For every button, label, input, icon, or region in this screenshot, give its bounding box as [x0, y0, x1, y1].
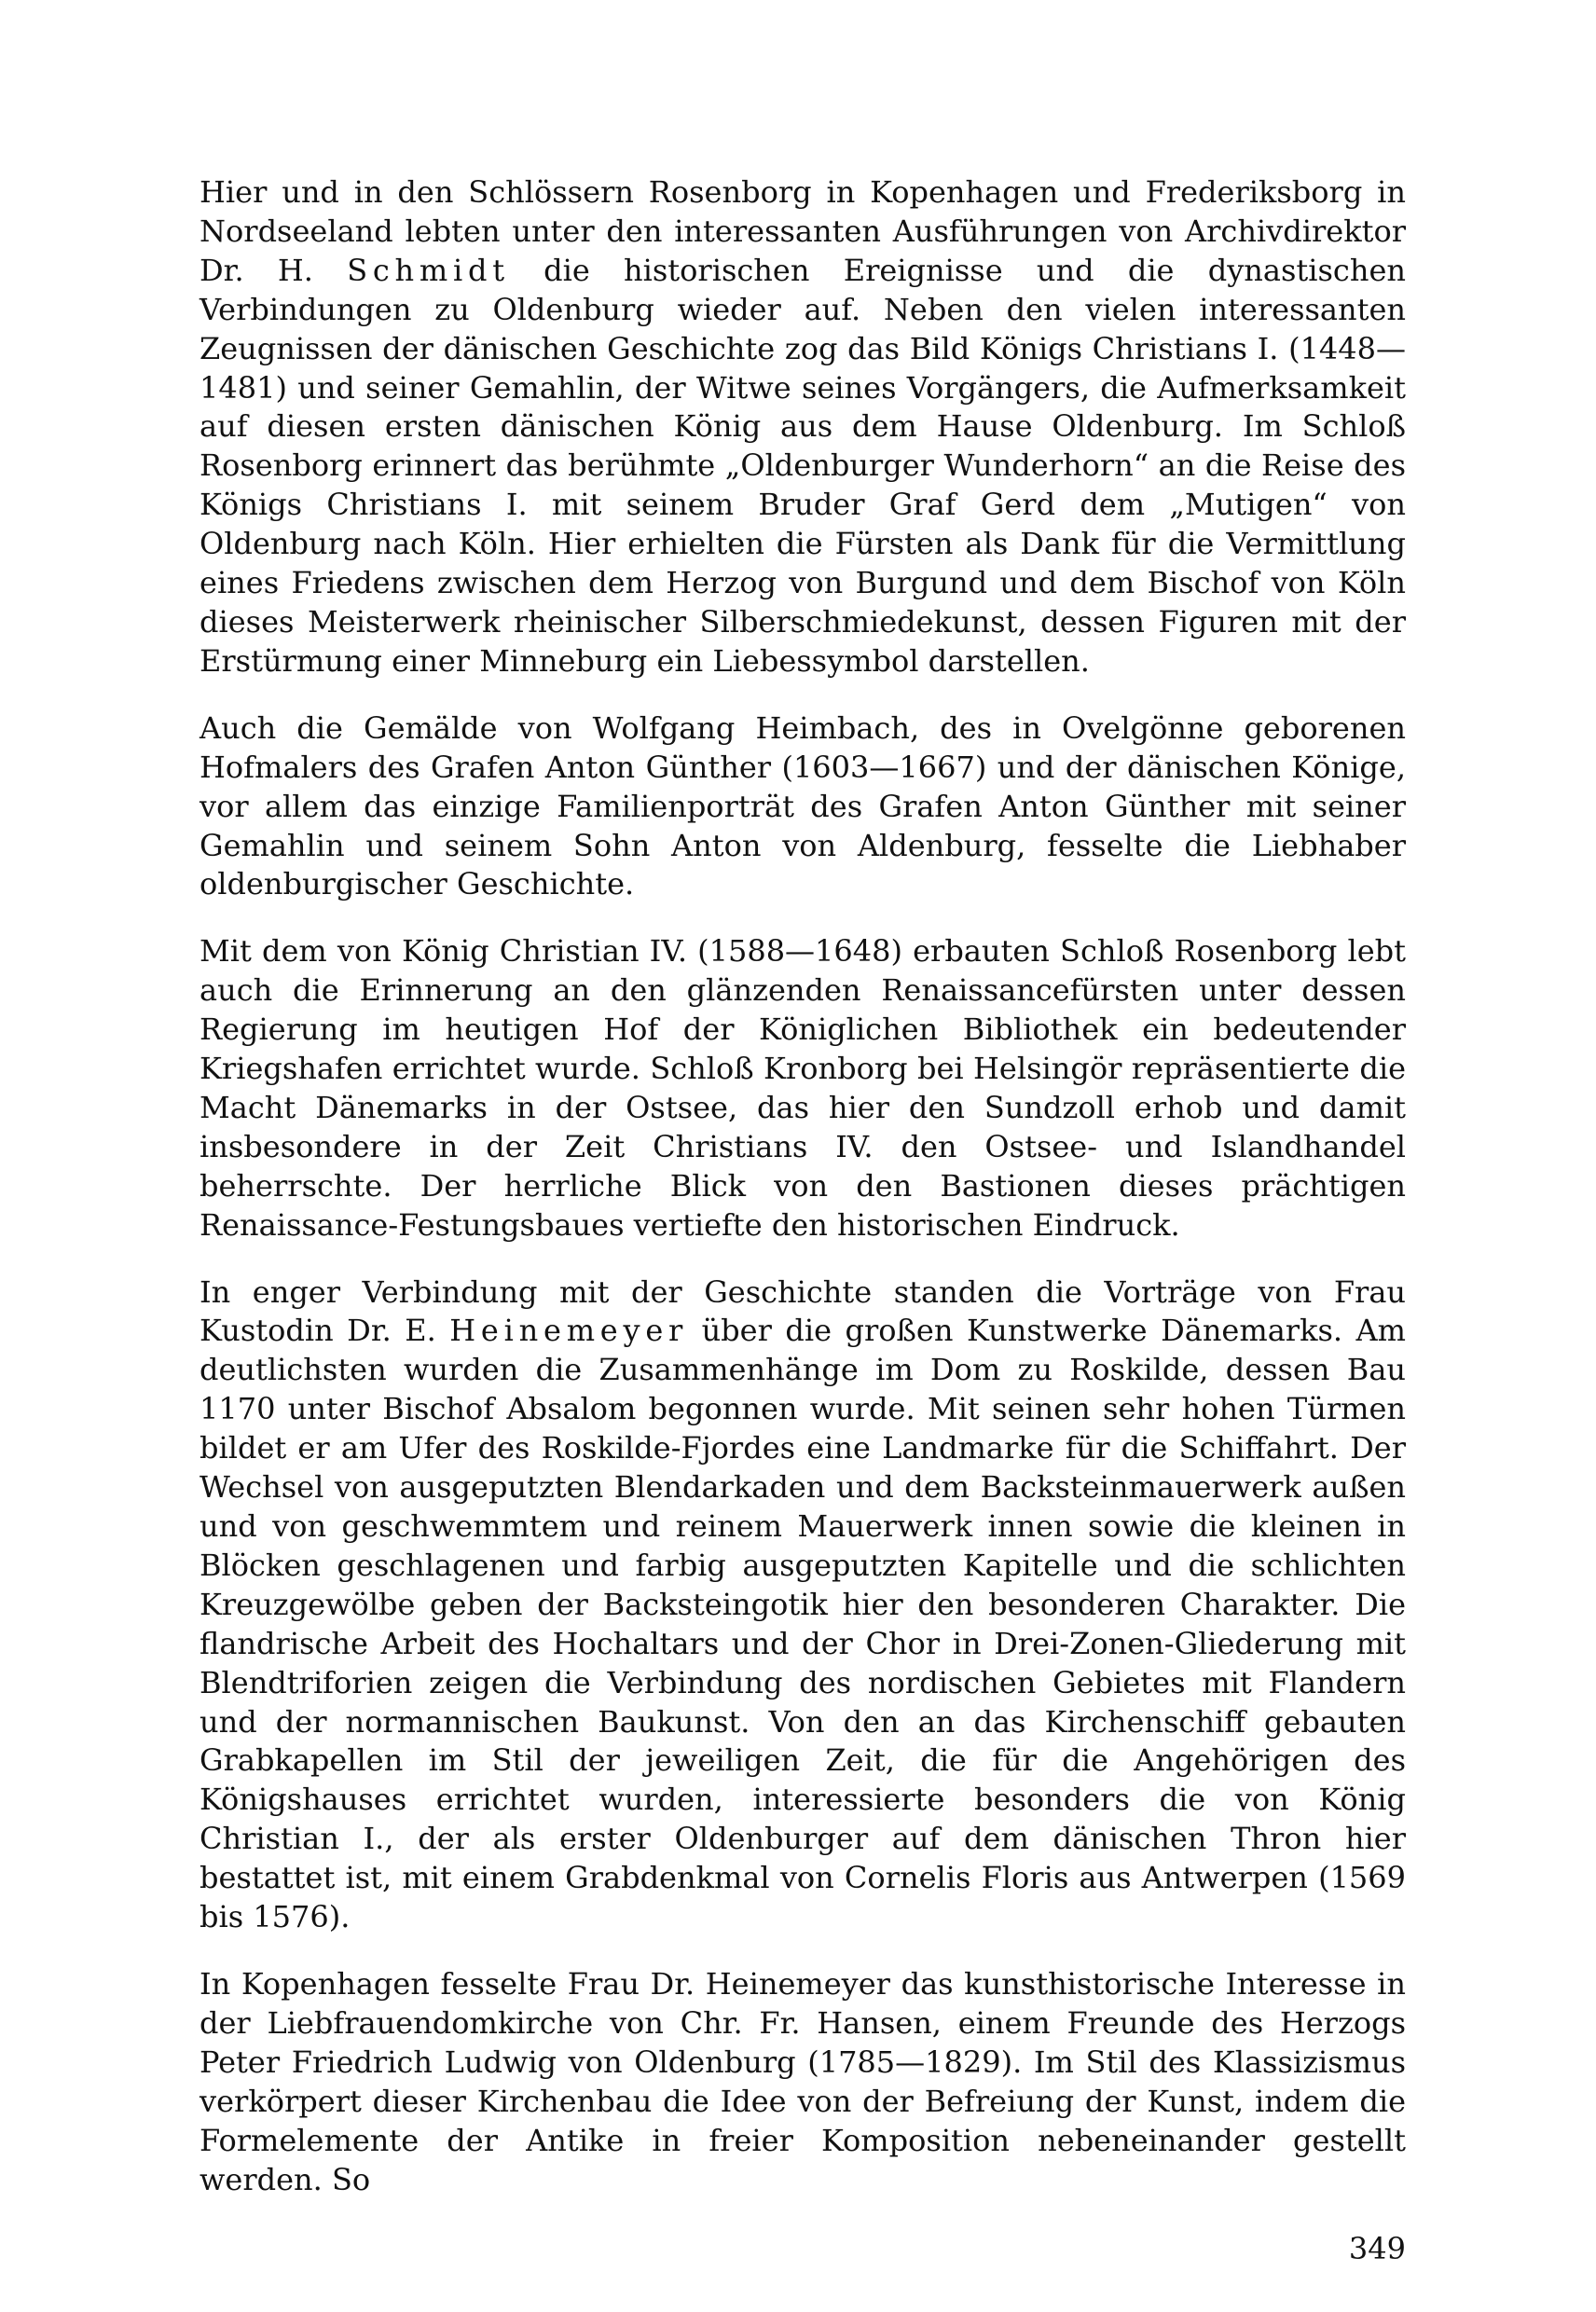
paragraph-2-text-a: Auch die Gemälde von Wolfgang Heimbach, des in Ovelgönne geborenen Hofmalers des Grafen Anton Günther (1603—1667) und der dänischen Könige, vor allem das einzige Familienporträt des Grafen Anton Günther mit seiner Gemahlin und seinem Sohn Anton von Aldenburg, fesselte die Liebhaber oldenburgischer Geschichte. [200, 709, 1406, 902]
paragraph-4-spaced-name: Heinemeyer [449, 1313, 689, 1349]
paragraph-3-text-a: Mit dem von König Christian IV. (1588—1648) erbauten Schloß Rosenborg lebt auch die Erinnerung an den glänzenden Renaissancefürsten unter dessen Regierung im heutigen Hof der Königlichen Bibliothek ein bedeutender Kriegshafen errichtet wurde. Schloß Kronborg bei Helsingör repräsentierte die Macht Dänemarks in der Ostsee, das hier den Sundzoll erhob und damit insbesondere in der Zeit Christians IV. den Ostsee- und Islandhandel beherrschte. Der herrliche Blick von den Bastionen dieses prächtigen Renaissance-Festungsbaues vertiefte den historischen Eindruck. [200, 933, 1406, 1243]
paragraph-1 [200, 173, 1406, 681]
page-body [200, 173, 1406, 2227]
paragraph-5-text-a: In Kopenhagen fesselte Frau Dr. Heinemeyer das kunsthistorische Interesse in der Liebfrauendomkirche von Chr. Fr. Hansen, einem Freunde des Herzogs Peter Friedrich Ludwig von Oldenburg (1785—1829). Im Stil des Klassizismus verkörpert dieser Kirchenbau die Idee von der Befreiung der Kunst, indem die Formelemente der Antike in freier Komposition nebeneinander gestellt werden. So [200, 1965, 1406, 2197]
paragraph-4-text-a: In enger Verbindung mit der Geschichte standen die Vorträge von Frau Kustodin Dr. E. [200, 1273, 1406, 1349]
paragraph-4 [200, 1273, 1406, 1937]
paragraph-5 [200, 1965, 1406, 2199]
paragraph-4-text-c: über die großen Kunstwerke Dänemarks. Am deutlichsten wurden die Zusammenhänge im Dom zu Roskilde, dessen Bau 1170 unter Bischof Absalom begonnen wurde. Mit seinen sehr hohen Türmen bildet er am Ufer des Roskilde-Fjordes eine Landmarke für die Schiffahrt. Der Wechsel von ausgeputzten Blendarkaden und dem Backsteinmauerwerk außen und von geschwemmtem und reinem Mauerwerk innen sowie die kleinen in Blöcken geschlagenen und farbig ausgeputzten Kapitelle und die schlichten Kreuzgewölbe geben der Backsteingotik hier den besonderen Charakter. Die flandrische Arbeit des Hochaltars und der Chor in Drei-Zonen-Gliederung mit Blendtriforien zeigen die Verbindung des nordischen Gebietes mit Flandern und der normannischen Baukunst. Von den an das Kirchenschiff gebauten Grabkapellen im Stil der jeweiligen Zeit, die für die Angehörigen des Königshauses errichtet wurden, interessierte besonders die von König Christian I., der als erster Oldenburger auf dem dänischen Thron hier bestattet ist, mit einem Grabdenkmal von Cornelis Floris aus Antwerpen (1569 bis 1576). [200, 1313, 1407, 1935]
paragraph-1-spaced-name: Schmidt [347, 252, 510, 288]
paragraph-2 [200, 709, 1406, 905]
paragraph-1-text-c: die historischen Ereignisse und die dynastischen Verbindungen zu Oldenburg wieder auf. Neben den vielen interessanten Zeugnissen der dänischen Geschichte zog das Bild Königs Christians I. (1448—1481) und seiner Gemahlin, der Witwe seines Vorgängers, die Aufmerksamkeit auf diesen ersten dänischen König aus dem Hause Oldenburg. Im Schloß Rosenborg erinnert das berühmte „Oldenburger Wunderhorn“ an die Reise des Königs Christians I. mit seinem Bruder Graf Gerd dem „Mutigen“ von Oldenburg nach Köln. Hier erhielten die Fürsten als Dank für die Vermittlung eines Friedens zwischen dem Herzog von Burgund und dem Bischof von Köln dieses Meisterwerk rheinischer Silberschmiedekunst, dessen Figuren mit der Erstürmung einer Minneburg ein Liebessymbol darstellen. [200, 252, 1407, 679]
paragraph-1-text-a: Hier und in den Schlössern Rosenborg in Kopenhagen und Frederiksborg in Nordseeland lebten unter den interessanten Ausführungen von Archivdirektor Dr. H. [200, 174, 1406, 288]
paragraph-3 [200, 932, 1406, 1245]
page-number: 349 [1348, 2231, 1406, 2266]
